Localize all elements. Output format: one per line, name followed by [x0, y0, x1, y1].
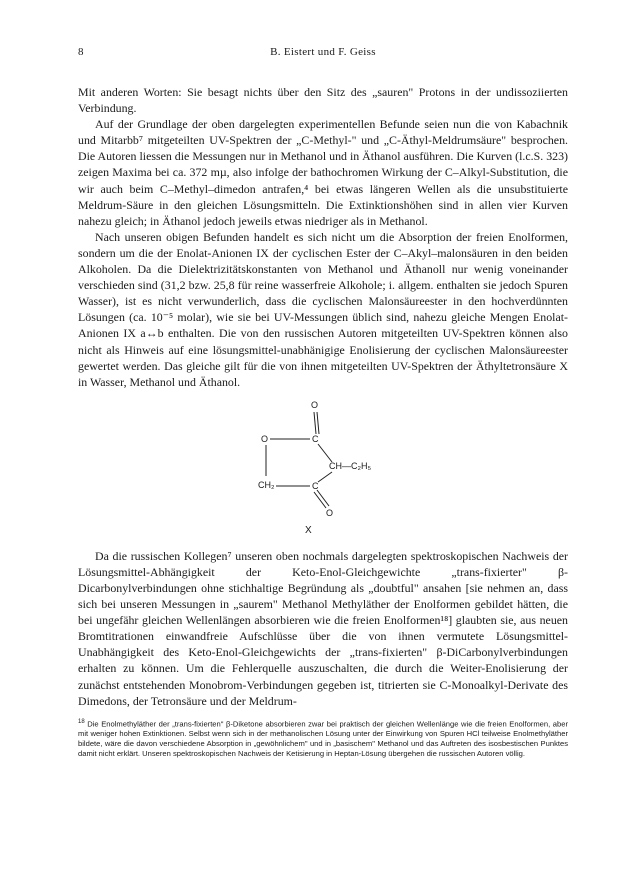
structure-bonds [78, 398, 568, 544]
atom-ch-ethyl: CH—C₂H₅ [329, 460, 372, 471]
paragraph-3: Nach unseren obigen Befunden handelt es sich nicht um die Absorption der freien Enolformen, sondern um die der Enolat-Anionen IX der cyclischen Ester der C–Akyl–malonsäuren in den beiden Alkoholen. Da die Dielektrizitätskonstanten von Methanol und Äthanoll nur wenig voneinander verschieden sind (31,2 bzw. 25,8 für reine wasserfreie Alkohole; i. allgem. enthalten sie jedoch Spuren Wasser), ist es nicht verwunderlich, dass die cyclischen Malonsäureester in den hochverdünnten Lösungen (ca. 10⁻⁵ molar), wie sie bei UV-Messungen üblich sind, nahezu gleiche Mengen Enolat-Anionen IX a↔b enthalten. Die von den russischen Autoren mitgeteilten UV-Spektren können also nicht als Hinweis auf eine lösungsmittel-unabhänigige Enolisierung der cyclischen Malonsäureester gewertet werden. Das gleiche gilt für die von ihnen mitgeteilten UV-Spektren der Äthyltetronsäure X in Wasser, Methanol und Äthanol. [78, 229, 568, 389]
running-header [78, 46, 568, 64]
page-number: 8 [78, 46, 84, 58]
running-title: B. Eistert und F. Geiss [270, 46, 376, 58]
atom-ch2: CH₂ [258, 479, 275, 490]
paragraph-1: Mit anderen Worten: Sie besagt nichts über den Sitz des „sauren" Protons in der undissoziierten Verbindung. [78, 85, 568, 116]
footnote-text: Die Enolmethyläther der „trans-fixierten" β-Diketone absorbieren zwar bei praktisch der gleichen Wellenlänge wie die freien Enolformen, aber mit weniger hohen Extinktionen. Selbst wenn sich in der methanolischen Lösung unter der Einwirkung von Spuren HCl teilweise Enolmethyläther bildete, wäre die davon verschiedene Absorption in „gewöhnlichem" und in „basischem" Methanol und das Auftreten des isosbestischen Punktes damit nicht erklärt. Unseren spektroskopischen Nachweis der Ketisierung in Heptan-Lösung übergehen die russischen Autoren völlig. [78, 719, 568, 759]
footnote-18 [78, 717, 568, 760]
atom-o-bottom: O [326, 507, 334, 518]
atom-c-bottom: C [312, 480, 319, 491]
atom-o-ring: O [261, 433, 269, 444]
page [78, 46, 568, 759]
paragraph-4: Da die russischen Kollegen⁷ unseren oben nochmals dargelegten spektroskopischen Nachweis der Lösungsmittel-Abhängigkeit der Keto-Enol-Gleichgewichte „trans-fixierter" β-Dicarbonylverbindungen ohne stichhaltige Begründung als „doubtful" ansahen [sie nehmen an, dass sich bei unseren Messungen in „saurem" Methanol Methyläther der Enolformen gebildet hätten, die bei ungefähr gleichen Wellenlängen absorbieren wie die freien Enolformen¹⁸] glaubten sie, aus neuen Bromtitrationen einwandfreie Aufschlüsse über die von ihnen vermutete Lösungsmittel-Unabhängigkeit des Keto-Enol-Gleichgewichts der „trans-fixierten" β-DiCarbonylverbindungen erhalten zu können. Um die Fehlerquelle auszuschalten, die durch die Weiter-Enolisierung der zunächst entstehenden Monobrom-Verbindungen gegeben ist, titrierten sie C-Monoalkyl-Derivate des Dimedons, der Tetronsäure und der Meldrum- [78, 548, 568, 708]
structure-label: X [305, 524, 312, 536]
atom-c-top: C [312, 433, 319, 444]
footnote-mark: 18 [78, 718, 85, 725]
atom-o-top: O [311, 399, 319, 410]
paragraph-2: Auf der Grundlage der oben dargelegten experimentellen Befunde seien nun die von Kabachnik und Mitarbb⁷ mitgeteilten UV-Spektren der „C-Methyl-" und „C-Äthyl-Meldrumsäure" besprochen. Die Autoren liessen die Messungen nur in Methanol und in Äthanol ausführen. Die Kurven (l.c.S. 323) zeigen Maxima bei ca. 372 mµ, also infolge der bathochromen Wirkung der C–Alkyl-Substitution, die wir auch beim C–Methyl–dimedon antrafen,⁴ bei etwas längeren Wellen als die unsubstituierte Meldrum-Säure in den gleichen Lösungsmitteln. Die Extinktionshöhen sind in allen vier Kurven nahezu gleich; in Äthanol jedoch jeweils etwas niedriger als in Methanol. [78, 117, 568, 228]
chemical-structure-x [78, 398, 568, 544]
body-text [78, 84, 568, 709]
